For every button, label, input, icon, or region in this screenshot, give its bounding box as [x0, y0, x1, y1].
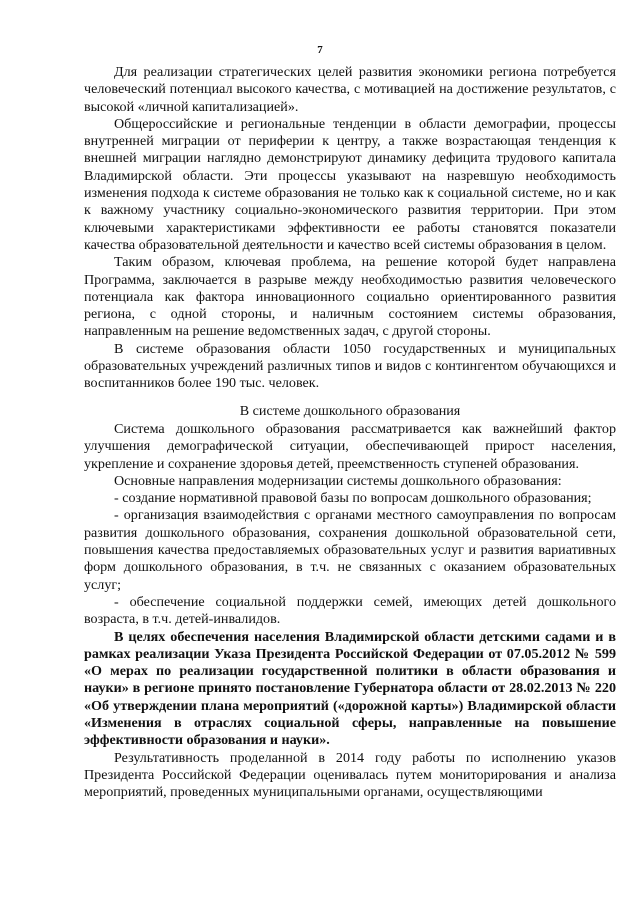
paragraph: Таким образом, ключевая проблема, на решение которой будет направлена Программа, заключается в разрыве между необходимостью развития человеческого потенциала как фактора инновационного социально ориентированного развития региона, с одной стороны, и наличным состоянием системы образования, направленным на решение ведомственных задач, с другой стороны. [84, 254, 616, 340]
list-item: - организация взаимодействия с органами местного самоуправления по вопросам развития дошкольного образования, сохранения дошкольной образовательной сети, повышения качества предоставляемых образовательных услуг и развития вариативных форм дошкольного образования, в т.ч. не связанных с оказанием образовательных услуг; [84, 507, 616, 593]
paragraph: В целях обеспечения населения Владимирской области детскими садами и в рамках реализации Указа Президента Российской Федерации от 07.05.2012 № 599 «О мерах по реализации государственной политики в области образования и науки» в регионе принято постановление Губернатора области от 28.02.2013 № 220 «Об утверждении плана мероприятий («дорожной карты») Владимирской области «Изменения в отраслях социальной сферы, направленные на повышение эффективности образования и науки». [84, 628, 616, 749]
paragraph: Результативность проделанной в 2014 году работы по исполнению указов Президента Российской Федерации оценивалась путем мониторирования и анализа мероприятий, проведенных муниципальными органами, осуществляющими [84, 749, 616, 801]
document-body [84, 64, 616, 801]
paragraph: Система дошкольного образования рассматривается как важнейший фактор улучшения демографической ситуации, обеспечивающей прирост населения, укрепление и сохранение здоровья детей, преемственность ступеней образования. [84, 420, 616, 472]
paragraph: Основные направления модернизации системы дошкольного образования: [114, 472, 562, 489]
paragraph: В системе образования области 1050 государственных и муниципальных образовательных учреждений различных типов и видов с контингентом обучающихся и воспитанников более 190 тыс. человек. [84, 340, 616, 392]
list-item: - обеспечение социальной поддержки семей, имеющих детей дошкольного возраста, в т.ч. детей-инвалидов. [84, 593, 616, 628]
page-number: 7 [317, 44, 323, 56]
paragraph: Общероссийские и региональные тенденции в области демографии, процессы внутренней миграции от периферии к центру, а также возрастающая тенденция к внешней миграции наглядно демонстрируют динамику дефицита трудового капитала Владимирской области. Эти процессы указывают на назревшую необходимость изменения подхода к системе образования не только как к социальной системе, но и как к важному участнику социально-экономического развития территории. При этом ключевыми характеристиками эффективности ее работы становятся показатели качества образовательной деятельности и качество всей системы образования в целом. [84, 115, 616, 253]
section-heading: В системе дошкольного образования [239, 402, 461, 419]
paragraph: Для реализации стратегических целей развития экономики региона потребуется человеческий потенциал высокого качества, с мотивацией на достижение результатов, с высокой «личной капитализацией». [84, 64, 616, 115]
list-item: - создание нормативной правовой базы по вопросам дошкольного образования; [114, 490, 592, 507]
